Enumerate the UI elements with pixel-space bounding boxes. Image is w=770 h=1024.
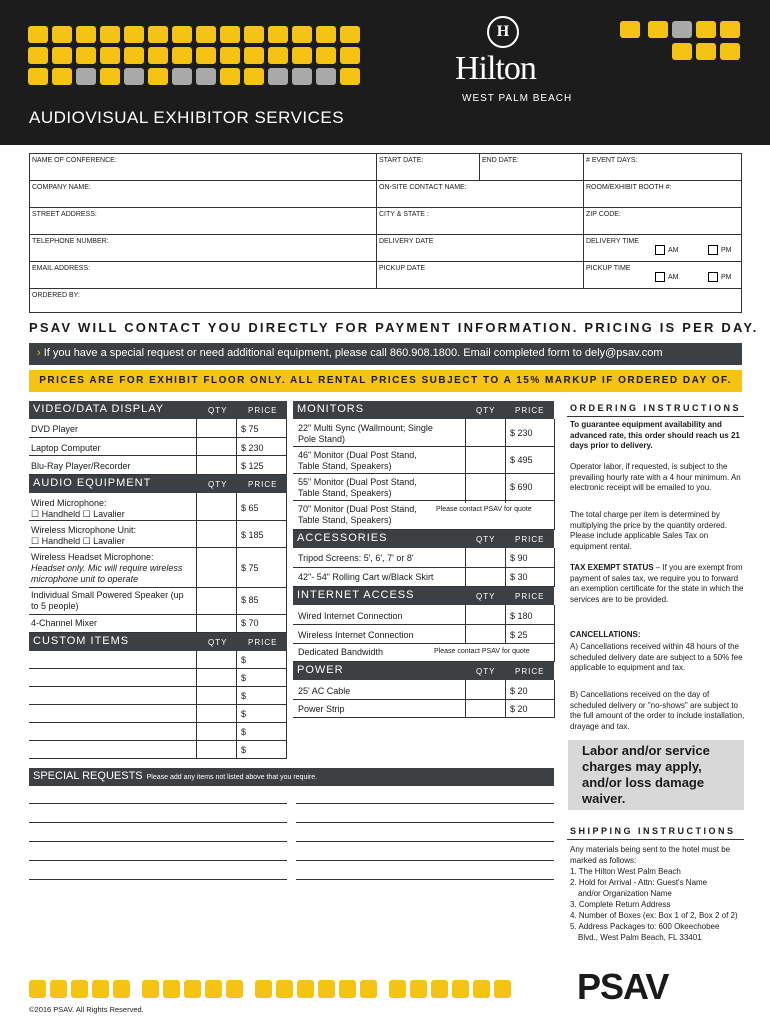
item-speaker: Individual Small Powered Speaker (up to 5 people) — [31, 590, 184, 611]
header-tile — [172, 26, 192, 43]
video-title: VIDEO/DATA DISPLAY — [33, 403, 165, 415]
qty-label: QTY — [208, 638, 228, 647]
tax-exempt-label: TAX EXEMPT STATUS — [570, 563, 654, 572]
header-tile — [244, 68, 264, 85]
header-tile — [100, 68, 120, 85]
custom-item-input[interactable] — [31, 687, 195, 704]
row-line — [293, 717, 554, 718]
quote-monitor-70: Please contact PSAV for quote — [436, 506, 532, 513]
row-line — [29, 587, 287, 588]
pickup-time-field[interactable]: PICKUP TIME — [586, 265, 631, 272]
form-row-2 — [30, 181, 741, 208]
header-tile — [28, 68, 48, 85]
qty-label: QTY — [476, 667, 496, 676]
header-tile — [720, 43, 740, 60]
quote-bandwidth: Please contact PSAV for quote — [434, 648, 530, 655]
price-ac-cable: $ 20 — [510, 686, 528, 696]
city-field[interactable]: CITY & STATE : — [377, 208, 584, 234]
price-tripod: $ 90 — [510, 553, 528, 563]
hilton-wordmark: Hilton — [455, 50, 536, 87]
row-line — [29, 437, 287, 438]
header-tile — [268, 68, 288, 85]
checkbox-icon[interactable] — [655, 272, 665, 282]
zip-field[interactable]: ZIP CODE: — [586, 211, 621, 218]
special-request-text: If you have a special request or need additional equipment, please call 860.908.1800. Email completed form to dely@psav.com — [43, 347, 663, 359]
ordering-title: ORDERING INSTRUCTIONS — [570, 403, 742, 413]
special-line[interactable] — [296, 860, 554, 861]
header-tile — [76, 26, 96, 43]
form-row-4 — [30, 235, 741, 262]
price-monitor-46: $ 495 — [510, 455, 533, 465]
psav-logo: PSAV — [577, 966, 669, 1007]
price-laptop: $ 230 — [241, 443, 264, 453]
col-divider — [465, 419, 466, 503]
booth-field[interactable]: ROOM/EXHIBIT BOOTH #: — [586, 184, 672, 191]
header-tile — [172, 68, 192, 85]
page-title: AUDIOVISUAL EXHIBITOR SERVICES — [29, 108, 345, 127]
header-tile — [196, 26, 216, 43]
header-tile — [196, 47, 216, 64]
header-band — [0, 0, 770, 145]
header-tile — [340, 26, 360, 43]
price-wired-internet: $ 180 — [510, 611, 533, 621]
col-divider — [236, 493, 237, 633]
footer-tile — [113, 980, 130, 998]
col-divider — [196, 419, 197, 475]
footer-tile — [473, 980, 490, 998]
header-tile — [672, 43, 692, 60]
item-monitor-46: 46" Monitor (Dual Post Stand, Table Stand, Speakers) — [298, 450, 417, 471]
price-label: PRICE — [515, 592, 545, 601]
price-label: PRICE — [248, 406, 278, 415]
header-tile — [28, 26, 48, 43]
item-bandwidth: Dedicated Bandwidth — [298, 647, 384, 657]
special-line[interactable] — [296, 879, 554, 880]
qty-label: QTY — [476, 592, 496, 601]
col-divider — [554, 419, 555, 530]
header-tile — [124, 47, 144, 64]
pickup-date-field[interactable]: PICKUP DATE — [377, 262, 584, 288]
custom-item-input[interactable] — [31, 741, 195, 758]
header-tile — [124, 68, 144, 85]
header-tile — [244, 26, 264, 43]
ordered-by-field[interactable]: ORDERED BY: — [32, 292, 80, 299]
footer-tile — [92, 980, 109, 998]
pickup-am[interactable] — [655, 272, 679, 282]
copyright: ©2016 PSAV. All Rights Reserved. — [29, 1005, 144, 1014]
delivery-date-field[interactable]: DELIVERY DATE — [377, 235, 584, 261]
price-wireless-internet: $ 25 — [510, 630, 528, 640]
ordering-p1: To guarantee equipment availability and advanced rate, this order should reach us 21 days prior to delivery. — [570, 420, 740, 450]
price-bluray: $ 125 — [241, 461, 264, 471]
price-headset: $ 75 — [241, 563, 259, 573]
ordering-p3: The total charge per item is determined by multiplying the price by the quantity ordered. Please include applicable Sales Tax on equipment rental. — [570, 510, 727, 551]
header-tile — [292, 26, 312, 43]
footer-tile — [389, 980, 406, 998]
contact-field[interactable]: ON-SITE CONTACT NAME: — [377, 181, 584, 207]
header-tile — [696, 43, 716, 60]
cancellation-a: A) Cancellations received within 48 hours of the scheduled delivery date are subject to a 50% fee applicable to equipment and tax. — [570, 642, 743, 672]
special-request-bar — [29, 343, 742, 365]
price-mixer: $ 70 — [241, 618, 259, 628]
qty-label: QTY — [208, 480, 228, 489]
special-line[interactable] — [29, 803, 287, 804]
header-tile — [196, 68, 216, 85]
header-tile — [124, 26, 144, 43]
header-tile — [316, 47, 336, 64]
custom-title: CUSTOM ITEMS — [33, 635, 130, 647]
payment-banner: PSAV WILL CONTACT YOU DIRECTLY FOR PAYMENT INFORMATION. PRICING IS PER DAY. — [29, 320, 759, 335]
shipping-l5b: Blvd., West Palm Beach, FL 33401 — [578, 933, 702, 942]
divider — [567, 839, 744, 840]
item-wireless-mic — [31, 525, 136, 547]
item-monitor-22: 22" Multi Sync (Wallmount; Single Pole Stand) — [298, 423, 433, 444]
row-line — [293, 500, 554, 501]
form-row-6 — [30, 289, 741, 316]
header-tile — [340, 68, 360, 85]
footer-tile — [452, 980, 469, 998]
header-tile — [28, 47, 48, 64]
accessories-header — [293, 530, 554, 548]
checkbox-icon[interactable] — [655, 245, 665, 255]
cancellation-b: B) Cancellations received on the day of scheduled delivery or "no-shows" are subject to the full amount of the order to include installation, drayage and tax. — [570, 690, 745, 731]
custom-price: $ — [241, 745, 247, 755]
am-label: AM — [668, 273, 679, 281]
headset-label: Wireless Headset Microphone: — [31, 552, 154, 562]
header-tile — [220, 47, 240, 64]
special-line[interactable] — [29, 860, 287, 861]
col-divider — [554, 680, 555, 718]
item-dvd: DVD Player — [31, 424, 79, 434]
special-line[interactable] — [29, 879, 287, 880]
col-divider — [505, 419, 506, 503]
labor-notice: Labor and/or service charges may apply, and/or loss damage waiver. — [568, 740, 744, 810]
custom-price: $ — [241, 727, 247, 737]
header-tile — [268, 47, 288, 64]
shipping-l1: 1. The Hilton West Palm Beach — [570, 867, 681, 876]
custom-item-input[interactable] — [31, 705, 195, 722]
col-divider — [236, 419, 237, 475]
col-divider — [286, 419, 287, 475]
video-header — [29, 401, 287, 419]
pickup-pm[interactable] — [708, 272, 732, 282]
phone-field[interactable]: TELEPHONE NUMBER: — [30, 235, 377, 261]
footer-tile — [184, 980, 201, 998]
header-tile — [696, 21, 716, 38]
header-tile — [672, 21, 692, 38]
item-wired-mic — [31, 498, 125, 520]
item-bluray: Blu-Ray Player/Recorder — [31, 461, 131, 471]
footer-tile — [431, 980, 448, 998]
footer-tile — [29, 980, 46, 998]
footer-tile — [205, 980, 222, 998]
divider — [567, 416, 744, 417]
item-power-strip: Power Strip — [298, 704, 345, 714]
contact-form — [29, 153, 742, 313]
col-divider — [196, 493, 197, 633]
audio-header — [29, 475, 287, 493]
markup-notice: PRICES ARE FOR EXHIBIT FLOOR ONLY. ALL RENTAL PRICES SUBJECT TO A 15% MARKUP IF ORDERED DAY OF. — [29, 370, 742, 392]
chevron-right-icon: › — [37, 347, 41, 359]
header-tile — [292, 47, 312, 64]
internet-header — [293, 587, 554, 605]
monitors-header — [293, 401, 554, 419]
footer-tile — [494, 980, 511, 998]
header-tile — [648, 21, 668, 38]
custom-price: $ — [241, 673, 247, 683]
footer-tile — [276, 980, 293, 998]
custom-price: $ — [241, 709, 247, 719]
delivery-pm[interactable] — [708, 245, 732, 255]
accessories-title: ACCESSORIES — [297, 532, 388, 544]
header-tile — [52, 68, 72, 85]
audio-title: AUDIO EQUIPMENT — [33, 477, 152, 489]
qty-label: QTY — [476, 535, 496, 544]
row-line — [29, 547, 287, 548]
header-tile — [76, 68, 96, 85]
header-tile — [720, 21, 740, 38]
row-line — [293, 473, 554, 474]
power-title: POWER — [297, 664, 344, 676]
internet-title: INTERNET ACCESS — [297, 589, 415, 601]
price-label: PRICE — [248, 480, 278, 489]
hilton-logo-icon: H — [487, 16, 519, 48]
custom-header — [29, 633, 287, 651]
header-tile — [100, 26, 120, 43]
header-tile — [220, 26, 240, 43]
ordering-p4 — [570, 563, 745, 605]
wireless-mic-label: Wireless Microphone Unit: — [31, 525, 137, 535]
special-line[interactable] — [296, 803, 554, 804]
end-date-field[interactable]: END DATE: — [480, 154, 584, 180]
row-line — [29, 614, 287, 615]
row-line — [293, 446, 554, 447]
special-line[interactable] — [296, 822, 554, 823]
custom-price: $ — [241, 655, 247, 665]
event-days-field[interactable]: # EVENT DAYS: — [586, 157, 638, 164]
delivery-am[interactable] — [655, 245, 679, 255]
shipping-l4: 4. Number of Boxes (ex: Box 1 of 2, Box 2 of 2) — [570, 911, 738, 920]
wired-mic-options[interactable]: ☐ Handheld ☐ Lavalier — [31, 509, 125, 519]
item-wireless-internet: Wireless Internet Connection — [298, 630, 414, 640]
header-tile — [76, 47, 96, 64]
custom-item-input[interactable] — [31, 723, 195, 740]
price-label: PRICE — [515, 667, 545, 676]
row-line — [293, 567, 554, 568]
header-tile — [244, 47, 264, 64]
shipping-l2: 2. Hold for Arrival - Attn: Guest's Name — [570, 878, 708, 887]
header-tile — [340, 47, 360, 64]
cancellations-title: CANCELLATIONS: — [570, 630, 641, 639]
wired-mic-label: Wired Microphone: — [31, 498, 107, 508]
price-power-strip: $ 20 — [510, 704, 528, 714]
conference-field[interactable]: NAME OF CONFERENCE: — [30, 154, 377, 180]
price-monitor-55: $ 690 — [510, 482, 533, 492]
item-laptop: Laptop Computer — [31, 443, 101, 453]
footer-tile — [318, 980, 335, 998]
shipping-l3: 3. Complete Return Address — [570, 900, 671, 909]
email-field[interactable]: EMAIL ADDRESS: — [30, 262, 377, 288]
ordering-p2: Operator labor, if requested, is subject to the prevailing hourly rate with a 4 hour minimum. An electronic receipt will be emailed to you. — [570, 462, 741, 492]
footer-tile — [410, 980, 427, 998]
row-line — [293, 699, 554, 700]
shipping-title: SHIPPING INSTRUCTIONS — [570, 826, 736, 836]
price-dvd: $ 75 — [241, 424, 259, 434]
custom-row-line — [29, 758, 287, 759]
street-field[interactable]: STREET ADDRESS: — [30, 208, 377, 234]
price-wired-mic: $ 65 — [241, 503, 259, 513]
item-monitor-55: 55" Monitor (Dual Post Stand, Table Stand, Speakers) — [298, 477, 417, 498]
checkbox-icon[interactable] — [708, 245, 718, 255]
header-tile — [52, 26, 72, 43]
pm-label: PM — [721, 273, 732, 281]
footer-tile — [50, 980, 67, 998]
header-tile — [100, 47, 120, 64]
qty-label: QTY — [208, 406, 228, 415]
footer-tile — [297, 980, 314, 998]
row-line — [293, 624, 554, 625]
footer-tile — [226, 980, 243, 998]
special-line[interactable] — [29, 822, 287, 823]
form-row-5 — [30, 262, 741, 289]
footer-tile — [71, 980, 88, 998]
item-monitor-70: 70" Monitor (Dual Post Stand, Table Stand, Speakers) — [298, 504, 417, 525]
header-tile — [52, 47, 72, 64]
shipping-l2b: and/or Organization Name — [578, 889, 672, 898]
item-ac-cable: 25' AC Cable — [298, 686, 351, 696]
special-line[interactable] — [296, 841, 554, 842]
special-title: SPECIAL REQUESTS — [33, 770, 143, 782]
special-line[interactable] — [29, 841, 287, 842]
header-tile — [316, 26, 336, 43]
am-label: AM — [668, 246, 679, 254]
form-row-1 — [30, 154, 741, 181]
pm-label: PM — [721, 246, 732, 254]
item-mixer: 4-Channel Mixer — [31, 618, 98, 628]
power-header — [293, 662, 554, 680]
price-label: PRICE — [515, 406, 545, 415]
item-tripod: Tripod Screens: 5', 6', 7' or 8' — [298, 553, 414, 563]
shipping-l5: 5. Address Packages to: 600 Okeechobee — [570, 922, 720, 931]
headset-note: Headset only. Mic will require wireless microphone unit to operate — [31, 563, 183, 584]
header-tile — [172, 47, 192, 64]
company-field[interactable]: COMPANY NAME: — [30, 181, 377, 207]
price-speaker: $ 85 — [241, 595, 259, 605]
header-tile — [620, 21, 640, 38]
shipping-intro: Any materials being sent to the hotel must be marked as follows: — [570, 845, 731, 865]
monitors-title: MONITORS — [297, 403, 365, 415]
wireless-mic-options[interactable]: ☐ Handheld ☐ Lavalier — [31, 536, 125, 546]
hilton-location: WEST PALM BEACH — [462, 93, 573, 104]
col-divider — [286, 493, 287, 633]
footer-tile — [255, 980, 272, 998]
start-date-field[interactable]: START DATE: — [377, 154, 480, 180]
item-wired-internet: Wired Internet Connection — [298, 611, 403, 621]
footer-tile — [360, 980, 377, 998]
price-label: PRICE — [515, 535, 545, 544]
header-tile — [316, 68, 336, 85]
col-divider — [554, 548, 555, 587]
special-note: Please add any items not listed above that you require. — [146, 774, 318, 781]
price-cart: $ 30 — [510, 572, 528, 582]
special-requests-header — [29, 768, 554, 786]
item-cart: 42"- 54" Rolling Cart w/Black Skirt — [298, 572, 434, 582]
custom-item-input[interactable] — [31, 669, 195, 686]
col-divider — [554, 605, 555, 662]
footer-tile — [142, 980, 159, 998]
row-line — [29, 455, 287, 456]
header-tile — [148, 68, 168, 85]
header-tile — [148, 26, 168, 43]
price-monitor-22: $ 230 — [510, 428, 533, 438]
delivery-time-field[interactable]: DELIVERY TIME — [586, 238, 639, 245]
footer-tile — [163, 980, 180, 998]
custom-price: $ — [241, 691, 247, 701]
price-wireless-mic: $ 185 — [241, 530, 264, 540]
row-line — [29, 520, 287, 521]
header-tile — [220, 68, 240, 85]
price-label: PRICE — [248, 638, 278, 647]
item-headset — [31, 552, 196, 585]
tax-exempt-text: – If you are exempt from payment of sales tax, we require you to forward an exemption certificate for the state in which the services are to be provided. — [570, 563, 744, 604]
header-tile — [268, 26, 288, 43]
qty-label: QTY — [476, 406, 496, 415]
header-tile — [148, 47, 168, 64]
header-tile — [292, 68, 312, 85]
footer-tile — [339, 980, 356, 998]
checkbox-icon[interactable] — [708, 272, 718, 282]
form-row-3 — [30, 208, 741, 235]
custom-item-input[interactable] — [31, 651, 195, 668]
row-line — [293, 643, 554, 644]
